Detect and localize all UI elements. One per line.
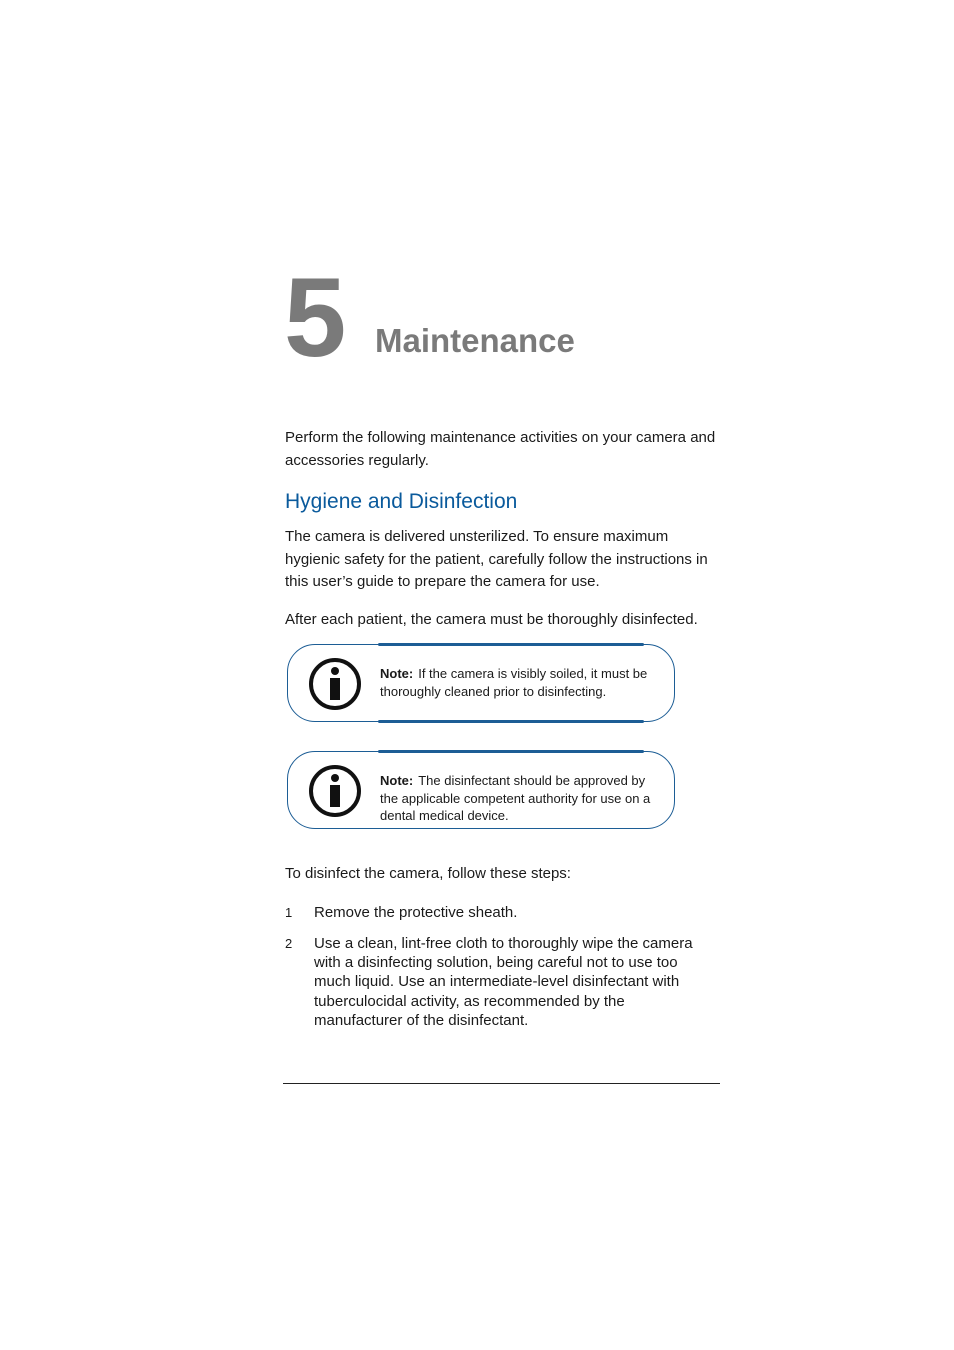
note-box-2 xyxy=(287,751,675,829)
info-icon xyxy=(308,657,362,711)
step-text: Remove the protective sheath. xyxy=(314,904,518,921)
note-body: If the camera is visibly soiled, it must be thoroughly cleaned prior to disinfecting. xyxy=(380,666,648,699)
chapter-title: Maintenance xyxy=(375,322,575,359)
note-body: The disinfectant should be approved by the applicable competent authority for use on a dental medical device. xyxy=(380,773,651,823)
note-box-1 xyxy=(287,644,675,722)
note-top-bar xyxy=(378,643,644,646)
section-paragraph-2: After each patient, the camera must be thoroughly disinfected. xyxy=(285,611,698,628)
chapter-number: 5 xyxy=(284,255,345,380)
step-number: 1 xyxy=(285,905,293,920)
note-label: Note: xyxy=(380,773,414,788)
step-number: 2 xyxy=(285,936,293,951)
note-text-2 xyxy=(380,772,665,825)
steps-intro: To disinfect the camera, follow these steps: xyxy=(285,865,571,882)
note-bottom-bar xyxy=(378,720,644,723)
step-text: Use a clean, lint-free cloth to thoroughly wipe the camera with a disinfecting solution, being careful not to use too much liquid. Use an intermediate-level disinfectant with tuberculocidal activity, as recommended by the manufacturer of the disinfectant. xyxy=(314,935,693,1029)
section-paragraph-1: The camera is delivered unsterilized. To ensure maximum hygienic safety for the patient, carefully follow the instructions in this user’s guide to prepare the camera for use. xyxy=(285,528,708,590)
note-text-1 xyxy=(380,665,665,700)
section-heading: Hygiene and Disinfection xyxy=(285,490,518,513)
note-top-bar xyxy=(378,750,644,753)
info-icon xyxy=(308,764,362,818)
footer-rule xyxy=(283,1083,720,1084)
intro-paragraph: Perform the following maintenance activities on your camera and accessories regularly. xyxy=(285,429,716,469)
note-label: Note: xyxy=(380,666,414,681)
